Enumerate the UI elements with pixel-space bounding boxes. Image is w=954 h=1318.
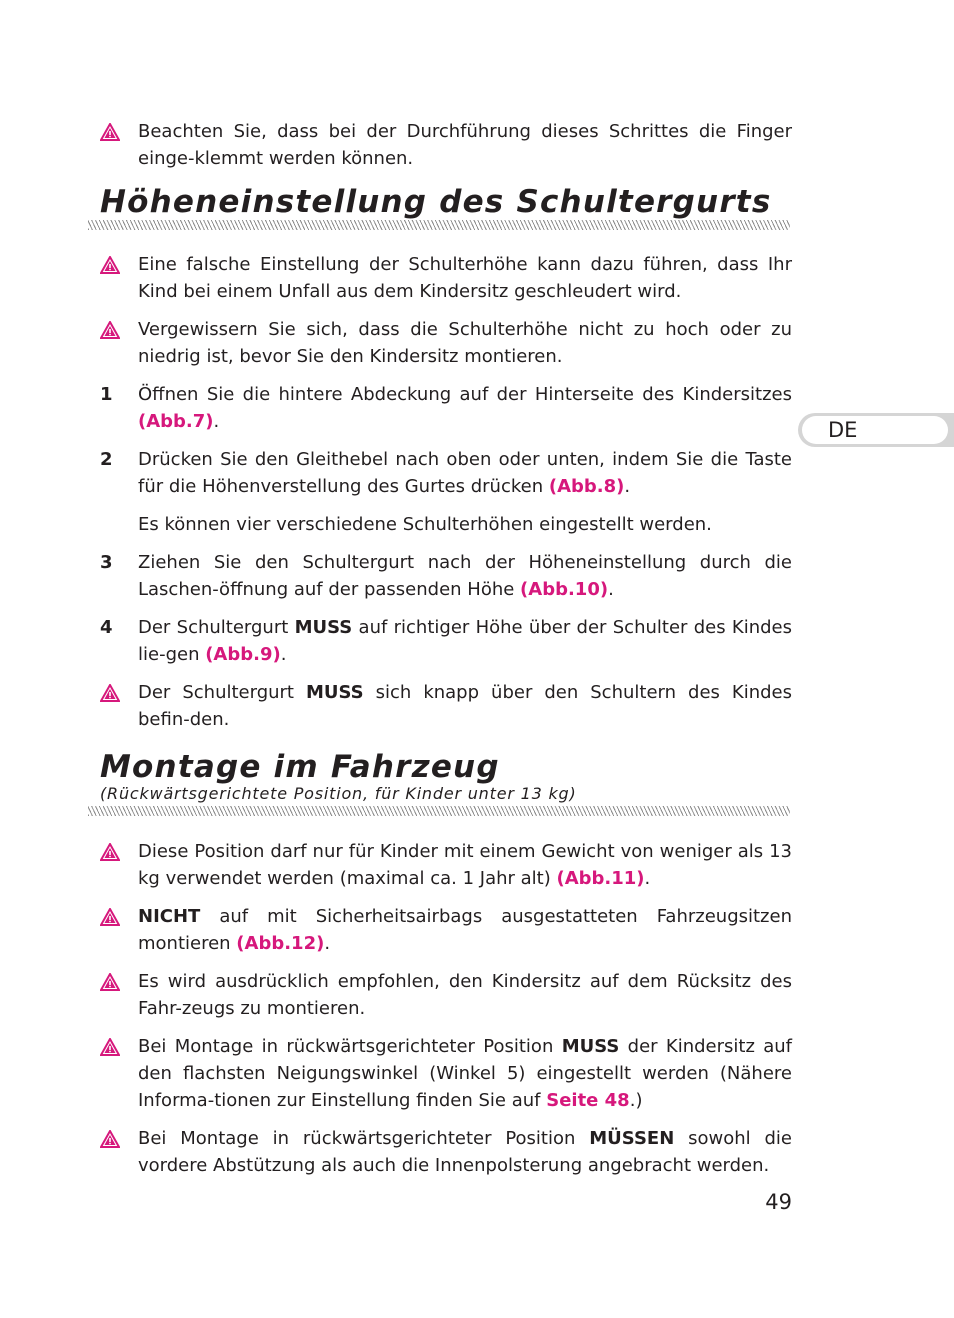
section2-warning-4: Bei Montage in rückwärtsgerichteter Position MUSS der Kindersitz auf den flachsten Neigungswinkel (Winkel 5) eingestellt werden (Nähere Informa-tionen zur Einstellung finden Sie auf Seite 48.) [100, 1033, 792, 1114]
step-2-note: Es können vier verschiedene Schulterhöhen eingestellt werden. [138, 514, 712, 535]
step-number: 1 [100, 384, 113, 405]
step-3: 3 Ziehen Sie den Schultergurt nach der Höheneinstellung durch die Laschen-öffnung auf der passenden Höhe (Abb.10). [100, 549, 792, 603]
language-tab-label: DE [802, 416, 948, 444]
warning-triangle-icon [100, 679, 124, 706]
step-number: 4 [100, 617, 113, 638]
warning-triangle-icon [100, 251, 124, 278]
section2-title: Montage im Fahrzeug [100, 749, 500, 785]
language-tab[interactable] [798, 413, 954, 447]
page-reference[interactable]: Seite 48 [546, 1090, 630, 1111]
step-1: 1 Öffnen Sie die hintere Abdeckung auf der Hinterseite des Kindersitzes (Abb.7). [100, 381, 792, 435]
warning-triangle-icon [100, 1125, 124, 1152]
section1-title: Höheneinstellung des Schultergurts [100, 184, 772, 220]
section2-divider [88, 806, 790, 816]
intro-warning [100, 118, 792, 172]
page-number: 49 [765, 1190, 792, 1214]
section2-warning-1: Diese Position darf nur für Kinder mit einem Gewicht von weniger als 13 kg verwendet werden (maximal ca. 1 Jahr alt) (Abb.11). [100, 838, 792, 892]
figure-reference[interactable]: (Abb.12) [236, 933, 325, 954]
section1-divider [88, 220, 790, 230]
warning-triangle-icon [100, 838, 124, 865]
warning-triangle-icon [100, 118, 124, 145]
section1-warning-2: Vergewissern Sie sich, dass die Schulterhöhe nicht zu hoch oder zu niedrig ist, bevor Sie den Kindersitz montieren. [100, 316, 792, 370]
section2-warning-2: NICHT auf mit Sicherheitsairbags ausgestatteten Fahrzeugsitzen montieren (Abb.12). [100, 903, 792, 957]
figure-reference[interactable]: (Abb.7) [138, 411, 214, 432]
warning-triangle-icon [100, 968, 124, 995]
figure-reference[interactable]: (Abb.11) [556, 868, 645, 889]
section1-warning-3: Der Schultergurt MUSS sich knapp über den Schultern des Kindes befin-den. [100, 679, 792, 733]
step-number: 3 [100, 552, 113, 573]
warning-triangle-icon [100, 1033, 124, 1060]
warning-triangle-icon [100, 903, 124, 930]
figure-reference[interactable]: (Abb.10) [520, 579, 609, 600]
section1-body [100, 251, 792, 733]
figure-reference[interactable]: (Abb.8) [548, 476, 625, 497]
step-4: 4 Der Schultergurt MUSS auf richtiger Höhe über der Schulter des Kindes lie-gen (Abb.9). [100, 614, 792, 668]
figure-reference[interactable]: (Abb.9) [205, 644, 281, 665]
warning-triangle-icon [100, 316, 124, 343]
intro-text: Beachten Sie, dass bei der Durchführung dieses Schrittes die Finger einge-klemmt werden können. [138, 121, 792, 169]
section2-body [100, 838, 792, 1179]
section1-warning-1: Eine falsche Einstellung der Schulterhöhe kann dazu führen, dass Ihr Kind bei einem Unfall aus dem Kindersitz geschleudert wird. [100, 251, 792, 305]
section2-warning-3: Es wird ausdrücklich empfohlen, den Kindersitz auf dem Rücksitz des Fahr-zeugs zu montieren. [100, 968, 792, 1022]
section2-subtitle: (Rückwärtsgerichtete Position, für Kinder unter 13 kg) [100, 784, 577, 803]
step-2: 2 Drücken Sie den Gleithebel nach oben oder unten, indem Sie die Taste für die Höhenverstellung des Gurtes drücken (Abb.8). [100, 446, 792, 500]
step-number: 2 [100, 449, 113, 470]
section2-warning-5: Bei Montage in rückwärtsgerichteter Position MÜSSEN sowohl die vordere Abstützung als auch die Innenpolsterung angebracht werden. [100, 1125, 792, 1179]
